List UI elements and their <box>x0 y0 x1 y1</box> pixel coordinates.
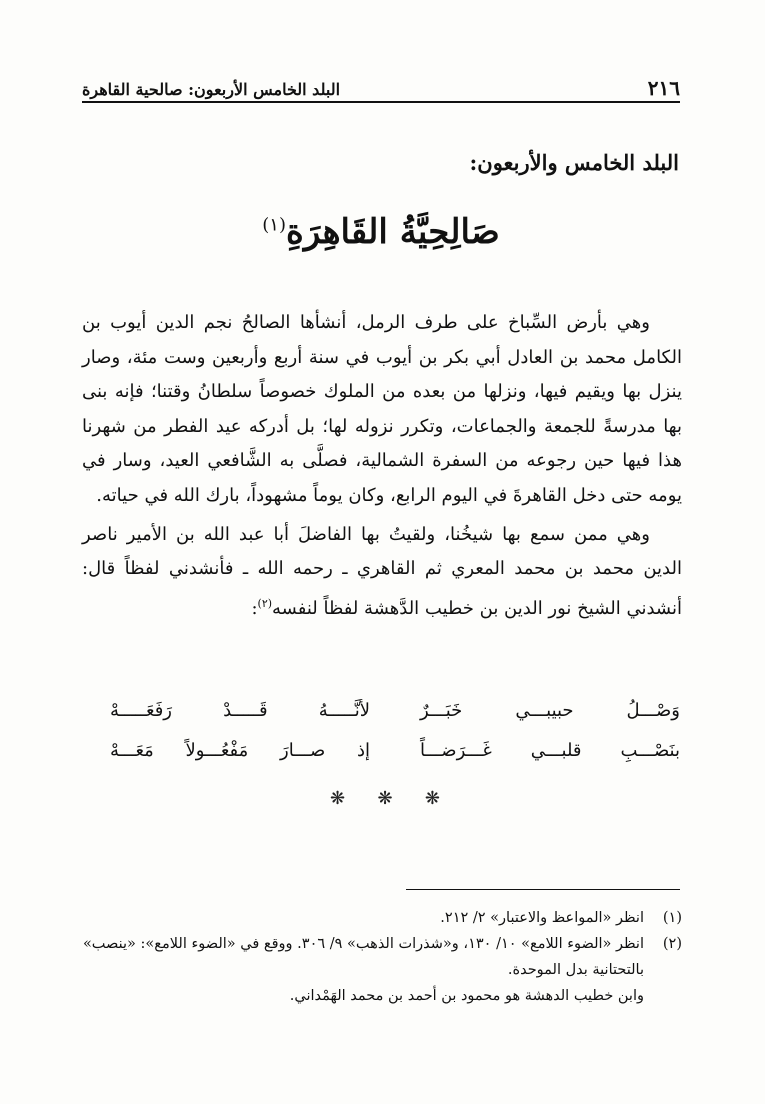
footnote-text: انظر «المواعظ والاعتبار» ٢/ ٢١٢. <box>440 910 644 926</box>
footnote-text: انظر «الضوء اللامع» ١٠/ ١٣٠، و«شذرات الذهب» ٩/ ٣٠٦. ووقع في «الضوء اللامع»: «ينصب» بالتحتانية بدل الموحدة. <box>82 936 644 978</box>
chapter-title-text: صَالِحِيَّةُ القَاهِرَةِ <box>286 212 500 252</box>
poem <box>110 690 680 770</box>
footnote-item <box>82 931 682 983</box>
footnote-continuation: وابن خطيب الدهشة هو محمود بن أحمد بن محمد الهَمْداني. <box>289 988 644 1004</box>
footnote-item <box>82 905 682 931</box>
chapter-title <box>82 212 680 252</box>
paragraph-2-footnote-mark: (٢) <box>257 596 273 610</box>
poem-hemistich-first: وَصْـــلُ حبيبـــي خَبَـــرٌ <box>420 699 680 721</box>
section-separator <box>330 788 440 809</box>
poem-hemistich-second: لأنَّـــــهُ قَـــــدْ رَفَعَـــــهْ <box>110 699 370 721</box>
footnote-rule <box>406 889 680 890</box>
star-ornament-icon: ❋ <box>330 788 346 809</box>
footnote-number: (١) <box>662 910 682 926</box>
paragraph-2 <box>82 518 682 627</box>
paragraph-2-end: : <box>251 597 258 619</box>
poem-verse <box>110 690 680 730</box>
poem-hemistich-first: بنَصْـــبِ قلبـــي غَـــرَضـــاً <box>420 739 680 761</box>
star-ornament-icon: ❋ <box>424 788 440 809</box>
section-heading: البلد الخامس والأربعون: <box>469 150 679 175</box>
page-header <box>82 66 680 98</box>
poem-verse <box>110 730 680 770</box>
title-footnote-mark: (١) <box>262 214 286 236</box>
star-ornament-icon: ❋ <box>377 788 393 809</box>
poem-hemistich-second: إذ صـــارَ مَفْعُـــولاً مَعَـــهْ <box>110 739 370 761</box>
running-title: البلد الخامس الأربعون: صالحية القاهرة <box>82 80 341 99</box>
header-rule <box>82 101 680 103</box>
body-text <box>82 306 682 626</box>
footnote-number: (٢) <box>662 936 682 952</box>
paragraph-2-text: وهي ممن سمع بها شيخُنا، ولقيتُ بها الفاضلَ أبا عبد الله بن الأمير ناصر الدين محمد بن محمد المعري ثم القاهري ـ رحمه الله ـ فأنشدني لفظاً قال: أنشدني الشيخ نور الدين بن خطيب الدَّهشة لفظاً لنفسه <box>82 523 682 619</box>
page-number: ٢١٦ <box>647 76 680 100</box>
paragraph-1: وهي بأرض السِّباخ على طرف الرمل، أنشأها الصالحُ نجم الدين أيوب بن الكامل محمد بن العادل أبي بكر بن أيوب في سنة أربع وأربعين وست مئة، وصار ينزل بها ويقيم فيها، ونزلها من بعده من الملوك خصوصاً سلطانُ وقتنا؛ فإنه بنى بها مدرسةً للجمعة والجماعات، وتكرر نزوله لها؛ بل أدركه عيد الفطر من شهرنا هذا فيها حين رجوعه من السفرة الشمالية، فصلَّى به الشَّافعي العيد، وسار في يومه حتى دخل القاهرةَ في اليوم الرابع، وكان يوماً مشهوداً، بارك الله في حياته. <box>82 312 682 506</box>
footnotes <box>82 905 682 1009</box>
